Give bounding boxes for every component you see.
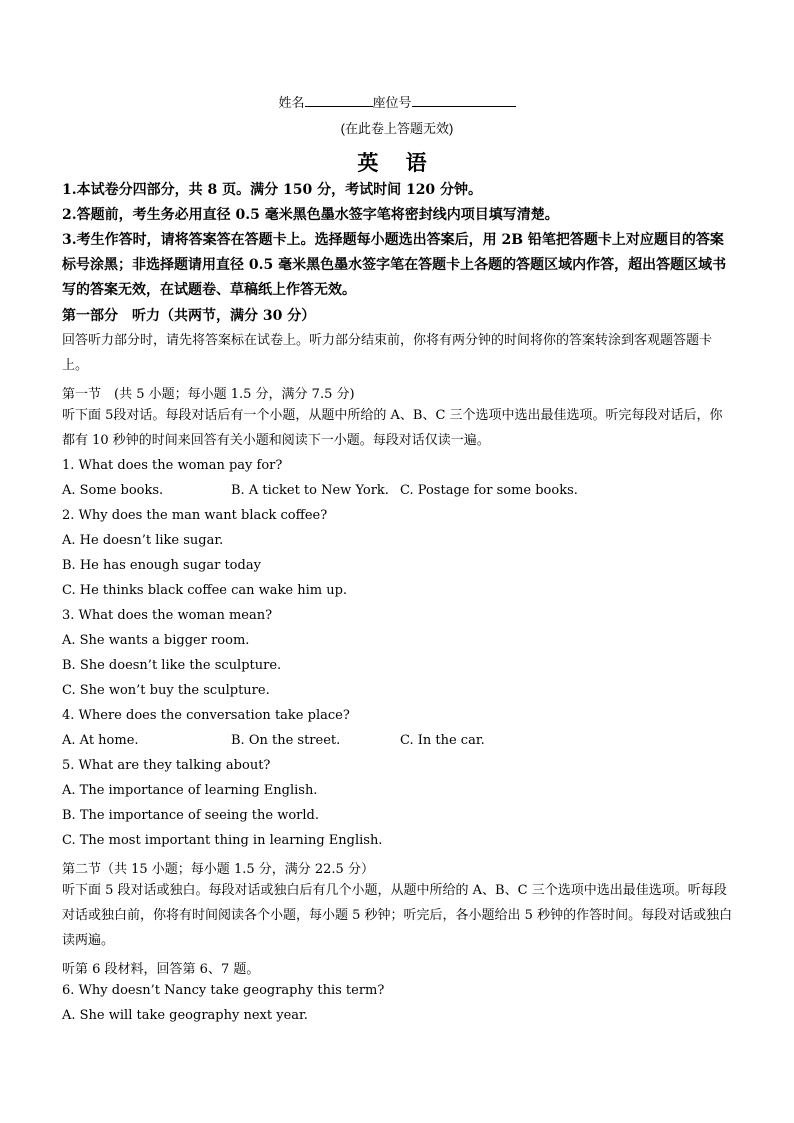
question-4-option-c: C. In the car. xyxy=(400,733,485,748)
name-seat-line xyxy=(0,92,794,111)
question-3-stem: 3. What does the woman mean? xyxy=(62,608,273,623)
note-1: 1.本试卷分四部分，共 8 页。满分 150 分，考试时间 120 分钟。 xyxy=(62,182,483,198)
material-6-label: 听第 6 段材料，回答第 6、7 题。 xyxy=(62,962,260,977)
seat-label: 座位号 xyxy=(372,95,412,110)
question-2-option-a: A. He doesn’t like sugar. xyxy=(62,533,224,548)
question-3-option-b: B. She doesn’t like the sculpture. xyxy=(62,658,282,673)
question-6-option-a: A. She will take geography next year. xyxy=(62,1008,308,1023)
question-5-option-c: C. The most important thing in learning English. xyxy=(62,833,383,848)
name-blank[interactable] xyxy=(305,94,373,107)
question-4-option-a: A. At home. xyxy=(62,733,139,748)
page-title: 英 语 xyxy=(357,150,437,175)
question-5-option-b: B. The importance of seeing the world. xyxy=(62,808,320,823)
question-1-option-c: C. Postage for some books. xyxy=(400,483,578,498)
note-3: 3.考生作答时，请将答案答在答题卡上。选择题每小题选出答案后，用 2B 铅笔把答题卡上对应题目的答案标号涂黑；非选择题请用直径 0.5 毫米黑色墨水签字笔在答题卡上各题的答题区域内作答，超出答题区域书写的答案无效，在试题卷、草稿纸上作答无效。 xyxy=(62,232,727,298)
question-1-option-a: A. Some books. xyxy=(62,483,164,498)
section2-heading: 第二节（共 15 小题；每小题 1.5 分，满分 22.5 分） xyxy=(62,862,374,877)
question-3-option-a: A. She wants a bigger room. xyxy=(62,633,250,648)
question-2-option-b: B. He has enough sugar today xyxy=(62,558,261,573)
invalid-note: (在此卷上答题无效) xyxy=(340,121,454,136)
question-6-stem: 6. Why doesn’t Nancy take geography this term? xyxy=(62,983,385,998)
question-5-option-a: A. The importance of learning English. xyxy=(62,783,318,798)
question-1-stem: 1. What does the woman pay for? xyxy=(62,458,283,473)
question-4-option-b: B. On the street. xyxy=(231,733,341,748)
question-5-stem: 5. What are they talking about? xyxy=(62,758,271,773)
question-2-option-c: C. He thinks black coffee can wake him up. xyxy=(62,583,348,598)
name-label: 姓名 xyxy=(278,95,305,110)
part1-heading: 第一部分 听力（共两节，满分 30 分） xyxy=(62,308,316,324)
section1-heading: 第一节 (共 5 小题；每小题 1.5 分，满分 7.5 分) xyxy=(62,387,355,402)
seat-blank[interactable] xyxy=(412,94,516,107)
note-2: 2.答题前，考生务必用直径 0.5 毫米黑色墨水签字笔将密封线内项目填写清楚。 xyxy=(62,207,559,223)
question-3-option-c: C. She won’t buy the sculpture. xyxy=(62,683,270,698)
section2-instructions: 听下面 5 段对话或独白。每段对话或独白后有几个小题，从题中所给的 A、B、C 三个选项中选出最佳选项。听每段对话或独白前，你将有时间阅读各个小题，每小题 5 秒钟；听完后，各小题给出 5 秒钟的作答时间。每段对话或独白读两遍。 xyxy=(62,883,733,948)
part1-intro: 回答听力部分时，请先将答案标在试卷上。听力部分结束前，你将有两分钟的时间将你的答案转涂到客观题答题卡上。 xyxy=(62,333,713,373)
question-2-stem: 2. Why does the man want black coffee? xyxy=(62,508,328,523)
question-1-option-b: B. A ticket to New York. xyxy=(231,483,389,498)
section1-instructions: 听下面 5段对话。每段对话后有一个小题，从题中所给的 A、B、C 三个选项中选出最佳选项。听完每段对话后，你都有 10 秒钟的时间来回答有关小题和阅读下一小题。每段对话仅读一遍。 xyxy=(62,408,723,448)
question-4-stem: 4. Where does the conversation take place? xyxy=(62,708,350,723)
